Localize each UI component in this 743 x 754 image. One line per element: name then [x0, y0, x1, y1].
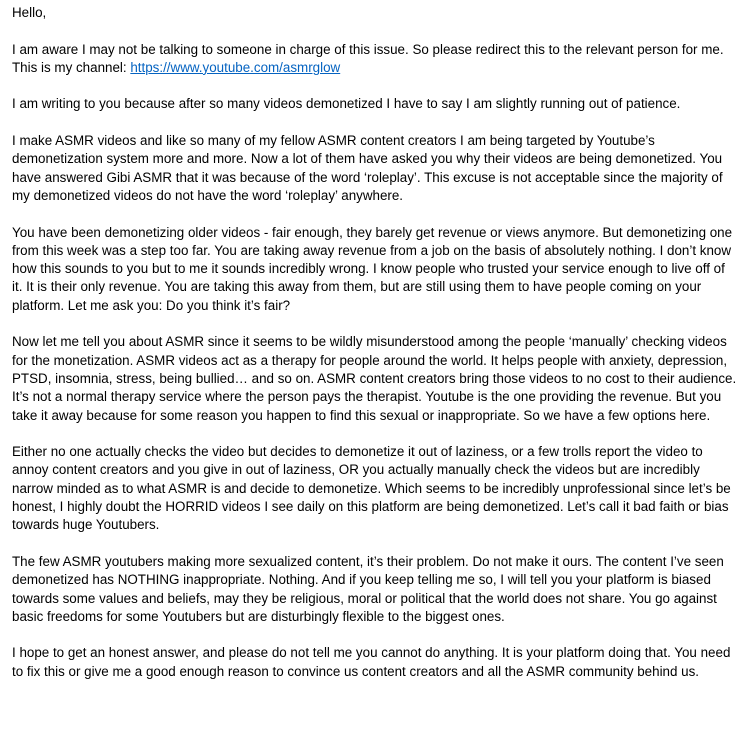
- letter-body: [12, 4, 738, 699]
- channel-link[interactable]: https://www.youtube.com/asmrglow: [130, 59, 341, 75]
- paragraph-sexualized-content: The few ASMR youtubers making more sexualized content, it’s their problem. Do not make it ours. The content I’ve seen demonetized has NOTHING inappropriate. Nothing. And if you keep telling me so, I will tell you your platform is biased towards some values and beliefs, may they be religious, moral or political that the world does not share. You go against basic freedoms for some Youtubers but are disturbingly flexible to the biggest ones.: [12, 553, 724, 624]
- intro-text: I am aware I may not be talking to someone in charge of this issue. So please redirect this to the relevant person for me. This is my channel:: [12, 41, 724, 75]
- paragraph-older-videos: You have been demonetizing older videos - fair enough, they barely get revenue or views anymore. But demonetizing one from this week was a step too far. You are taking away revenue from a job on the basis of absolutely nothing. I don’t know how this sounds to you but to me it sounds incredibly wrong. I know people who trusted your service enough to live off of it. It is their only revenue. You are taking this away from them, but are still using them to have people coming on your platform. Let me ask you: Do you think it’s fair?: [12, 224, 733, 313]
- paragraph-closing: I hope to get an honest answer, and please do not tell me you cannot do anything. It is your platform doing that. You need to fix this or give me a good enough reason to convince us content creators and all the ASMR community behind us.: [12, 645, 731, 679]
- paragraph-options: Either no one actually checks the video but decides to demonetize it out of laziness, or a few trolls report the video to annoy content creators and you give in out of laziness, OR you actually manually check the videos but are incredibly narrow minded as to what ASMR is and decide to demonetize. Which seems to be incredibly unprofessional since let’s be honest, I highly doubt the HORRID videos I see daily on this platform are being demonetized. Let’s call it bad faith or bias towards huge Youtubers.: [12, 444, 731, 533]
- paragraph-targeted: I make ASMR videos and like so many of my fellow ASMR content creators I am being targeted by Youtube’s demonetization system more and more. Now a lot of them have asked you why their videos are being demonetized. You have answered Gibi ASMR that it was because of the word ‘roleplay’. This excuse is not acceptable since the majority of my demonetized videos do not have the word ‘roleplay’ anywhere.: [12, 133, 723, 203]
- paragraph-about-asmr: Now let me tell you about ASMR since it seems to be wildly misunderstood among the people ‘manually’ checking videos for the monetization. ASMR videos act as a therapy for people around the world. It helps people with anxiety, depression, PTSD, insomnia, stress, being bullied… and so on. ASMR content creators bring those videos to no cost to their audience. It’s not a normal therapy service where the person pays the therapist. Youtube is the one providing the revenue. But you take it away because for some reason you happen to find this sexual or inappropriate. So we have a few options here.: [12, 334, 737, 423]
- greeting: Hello,: [12, 5, 47, 20]
- paragraph-patience: I am writing to you because after so many videos demonetized I have to say I am slightly running out of patience.: [12, 96, 681, 112]
- intro-paragraph: [12, 41, 738, 78]
